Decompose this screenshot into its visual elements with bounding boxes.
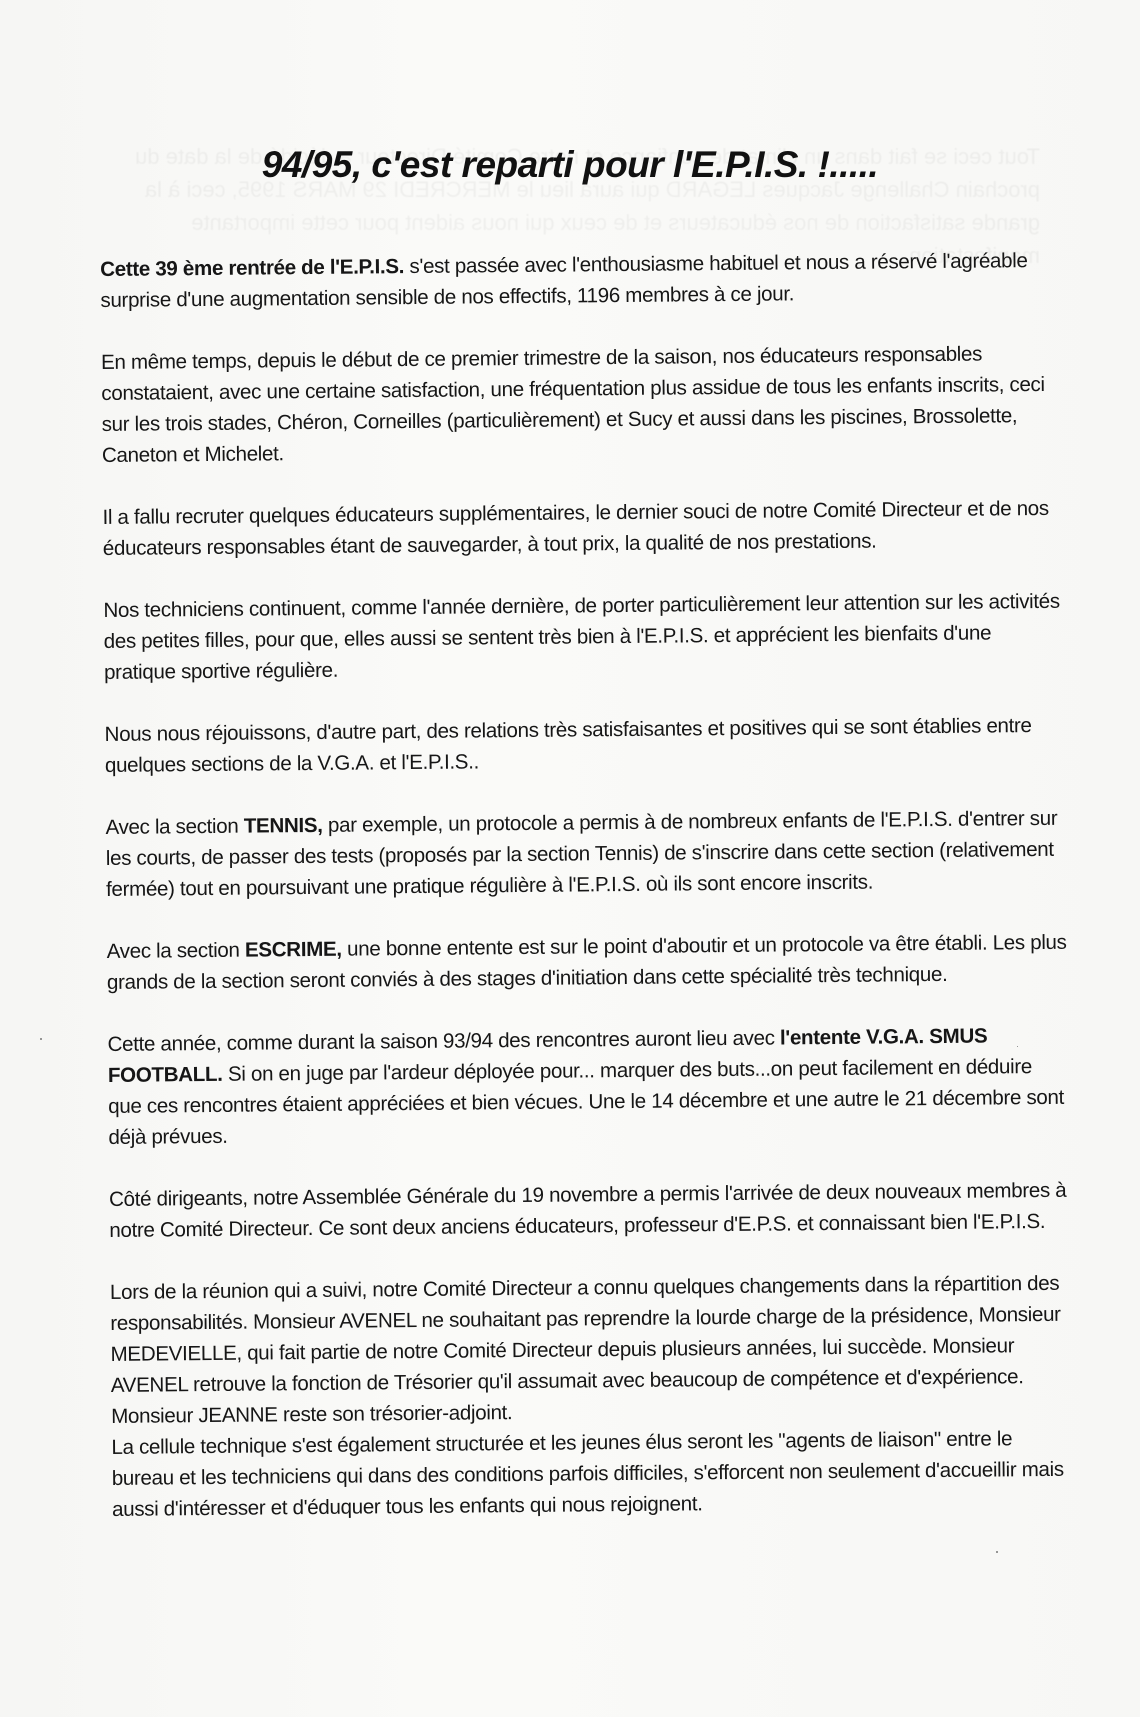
paragraph-escrime <box>107 927 1068 998</box>
paragraph-cellule-technique: La cellule technique s'est également structurée et les jeunes élus seront les "agents de liaison" entre le bureau et les techniciens qui dans des conditions parfois difficiles, s'efforcent non seulement d'accueillir mais aussi d'intéresser et d'éduquer tous les enfants qui nous rejoignent. <box>111 1427 1064 1521</box>
paragraph-text: Si on en juge par l'ardeur déployée pour... marquer des buts...on peut facilement en déduire que ces rencontres étaient appréciées et bien vécues. Une le 14 décembre et une autre le 21 décembre sont déjà prévues. <box>108 1055 1065 1149</box>
article-body <box>100 245 1072 1556</box>
section-name-escrime: ESCRIME, <box>244 937 342 962</box>
paragraph-frequentation: En même temps, depuis le début de ce premier trimestre de la saison, nos éducateurs responsables constataient, avec une certaine satisfaction, une fréquentation plus assidue de tous les enfants inscrits, ceci sur les trois stades, Chéron, Corneilles (particulièrement) et Sucy et aussi dans les piscines, Brossolette, Caneton et Michelet. <box>100 342 1045 467</box>
paragraph-text: Avec la section <box>106 938 246 963</box>
section-name-tennis: TENNIS, <box>243 813 323 838</box>
paragraph-text: Avec la section <box>105 814 244 839</box>
scan-speck <box>996 1551 998 1553</box>
paragraph-rentree <box>100 245 1061 316</box>
paragraph-petites-filles: Nos techniciens continuent, comme l'année dernière, de porter particulièrement leur attention sur les activités des petites filles, pour que, elles aussi se sentent très bien à l'E.P.I.S. et apprécient les bienfaits d'une pratique sportive régulière. <box>103 589 1060 684</box>
paragraph-text: une bonne entente est sur le point d'aboutir et un protocole va être établi. Les plus grands de la section seront conviés à des stages d'initiation dans cette spécialité très technique. <box>106 930 1067 994</box>
scan-speck <box>1017 1046 1018 1047</box>
paragraph-football <box>107 1020 1068 1153</box>
page-title: 94/95, c'est reparti pour l'E.P.I.S. !..... <box>261 144 879 185</box>
paragraph-assemblee-generale: Côté dirigeants, notre Assemblée Générale du 19 novembre a permis l'arrivée de deux nouveaux membres à notre Comité Directeur. Ce sont deux anciens éducateurs, professeur d'E.P.S. et connaissant bien l'E.P.I.S. <box>108 1178 1067 1242</box>
paragraph-tennis <box>105 803 1066 905</box>
paragraph-relations-vga: Nous nous réjouissons, d'autre part, des relations très satisfaisantes et positives qui se sont établies entre quelques sections de la V.G.A. et l'E.P.I.S.. <box>104 714 1032 777</box>
paragraph-text: s'est passée avec l'enthousiasme habituel et nous a réservé l'agréable surprise d'une augmentation sensible de nos effectifs, 1196 membres à ce jour. <box>100 249 1028 312</box>
section-name-football: l'entente V.G.A. SMUS FOOTBALL. <box>107 1024 988 1087</box>
paragraph-text: par exemple, un protocole a permis à de nombreux enfants de l'E.P.I.S. d'entrer sur les courts, de passer des tests (proposés par la section Tennis) de s'inscrire dans cette section (relativement fermée) tout en poursuivant une pratique régulière à l'E.P.I.S. où ils sont encore inscrits. <box>105 806 1058 901</box>
paragraph-recrutement: Il a fallu recruter quelques éducateurs supplémentaires, le dernier souci de notre Comité Directeur et de nos éducateurs responsables étant de sauvegarder, à tout prix, la qualité de nos prestations. <box>102 496 1049 560</box>
paragraph-lead-bold: Cette 39 ème rentrée de l'E.P.I.S. <box>100 255 405 281</box>
scan-speck <box>40 1038 42 1040</box>
paragraph-text: Cette année, comme durant la saison 93/94 des rencontres auront lieu avec <box>107 1026 781 1056</box>
paragraph-comite-directeur: Lors de la réunion qui a suivi, notre Comité Directeur a connu quelques changements dans la répartition des responsabilités. Monsieur AVENEL ne souhaitant pas reprendre la lourde charge de la présidence, Monsieur MEDEVIELLE, qui fait partie de notre Comité Directeur depuis plusieurs années, lui succède. Monsieur AVENEL retrouve la fonction de Trésorier qu'il assumait avec beaucoup de compétence et d'expérience. Monsieur JEANNE reste son trésorier-adjoint. <box>109 1271 1061 1428</box>
